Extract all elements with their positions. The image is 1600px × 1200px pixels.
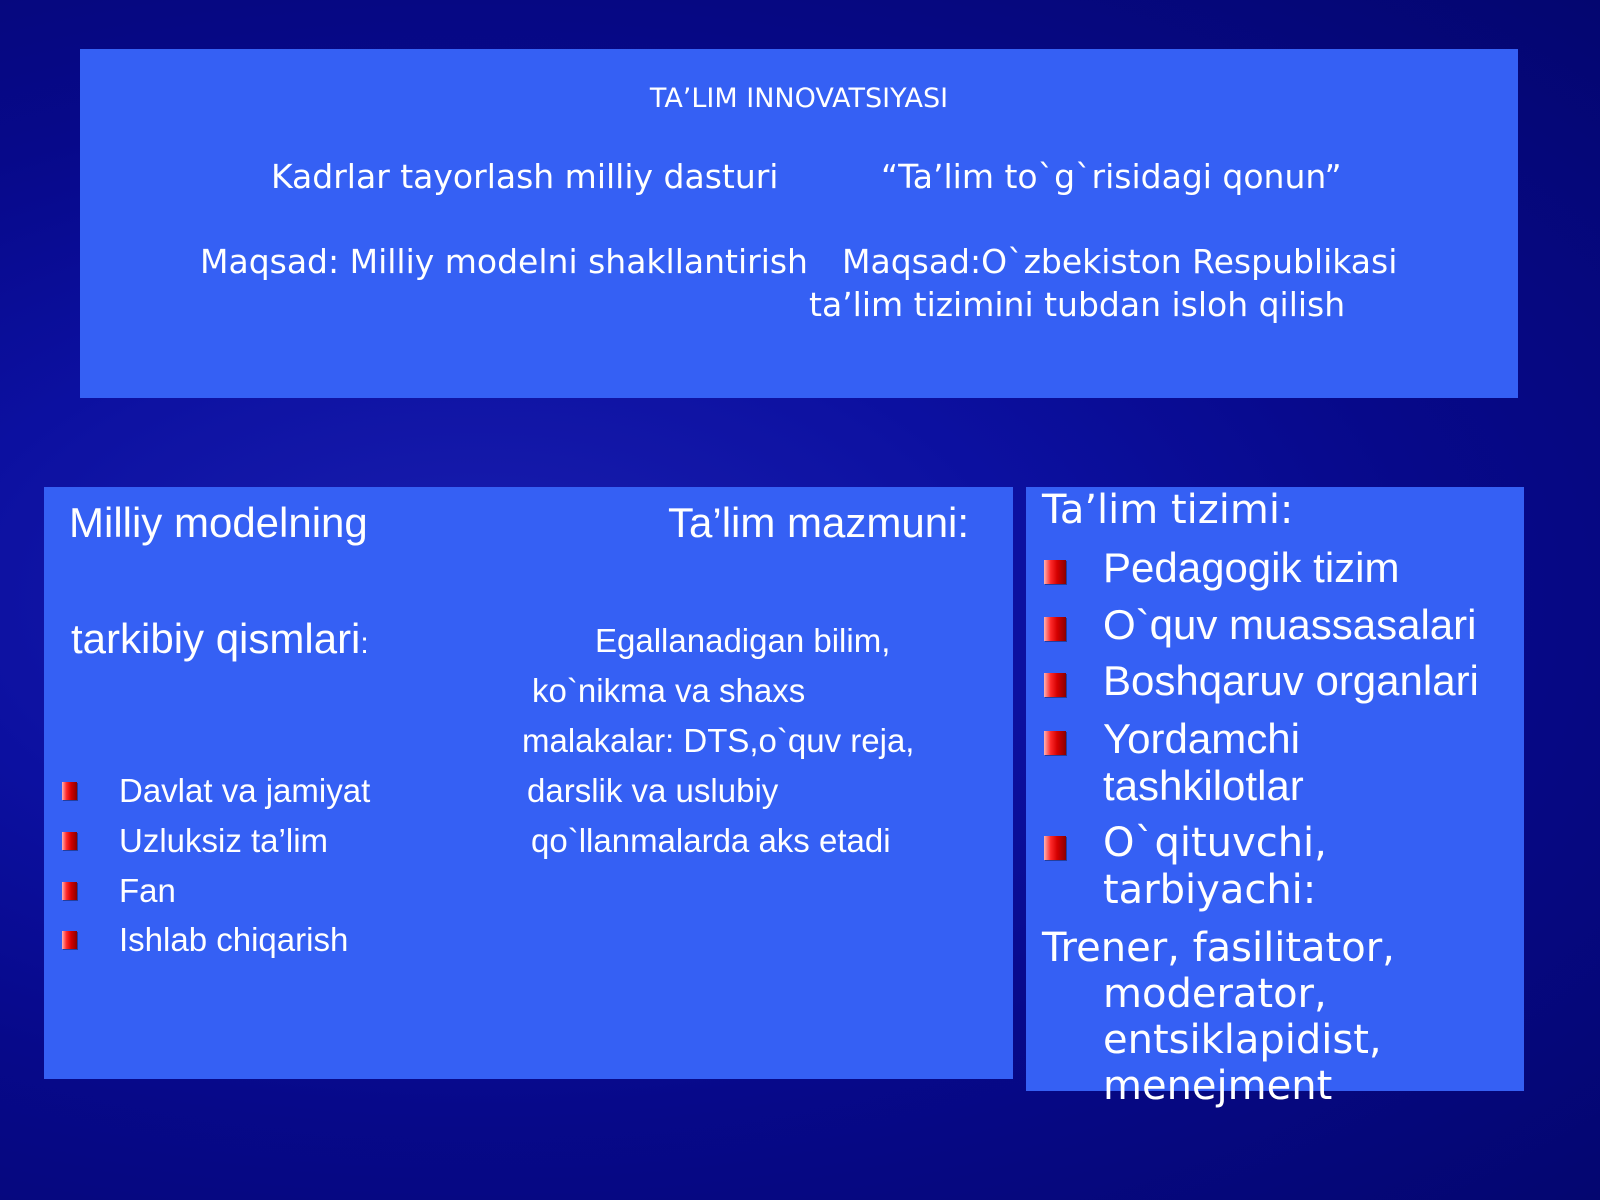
content-line-4: darslik va uslubiy	[527, 772, 779, 809]
roles-line-3: entsiklapidist,	[1103, 1017, 1382, 1063]
system-item-continuation: tarbiyachi:	[1103, 867, 1317, 913]
bullet-icon	[1044, 836, 1066, 860]
education-system-panel	[1026, 487, 1524, 1109]
bullet-icon	[62, 931, 77, 949]
bullet-icon	[1044, 617, 1066, 641]
national-program-heading: Kadrlar tayorlash milliy dasturi	[271, 157, 779, 196]
components-heading-text: tarkibiy qismlari	[71, 615, 361, 662]
system-item: Pedagogik tizim	[1103, 544, 1400, 591]
national-program-goal: Maqsad: Milliy modelni shakllantirish	[200, 242, 808, 281]
roles-line-1: Trener, fasilitator,	[1042, 925, 1395, 971]
roles-line-4: menejment	[1103, 1063, 1333, 1109]
education-law-goal-line2: ta’lim tizimini tubdan isloh qilish	[809, 285, 1346, 324]
system-item: O`qituvchi,	[1103, 820, 1327, 866]
education-law-heading: “Ta’lim to`g`risidagi qonun”	[881, 157, 1342, 196]
content-line-2: ko`nikma va shaxs	[532, 672, 806, 709]
top-panel	[80, 49, 1518, 398]
bullet-icon	[1044, 731, 1066, 755]
component-item: Ishlab chiqarish	[119, 921, 349, 958]
component-item: Uzluksiz ta’lim	[119, 822, 329, 859]
education-system-heading: Ta’lim tizimi:	[1042, 487, 1294, 533]
bullet-icon	[62, 882, 77, 900]
bullet-icon	[1044, 560, 1066, 584]
education-law-goal-line1: Maqsad:O`zbekiston Respublikasi	[842, 242, 1398, 281]
national-model-panel	[44, 487, 1013, 1079]
component-item: Fan	[119, 872, 176, 909]
content-line-3: malakalar: DTS,o`quv reja,	[522, 722, 915, 759]
components-heading	[71, 615, 369, 663]
slide-title: TA’LIM INNOVATSIYASI	[649, 83, 949, 114]
system-item: Yordamchi	[1103, 715, 1300, 762]
national-model-heading: Milliy modelning	[69, 499, 368, 546]
content-line-5: qo`llanmalarda aks etadi	[531, 822, 891, 859]
roles-line-2: moderator,	[1103, 971, 1327, 1017]
bullet-icon	[62, 782, 77, 800]
bullet-icon	[62, 832, 77, 850]
components-heading-colon: :	[360, 627, 369, 660]
system-item: O`quv muassasalari	[1103, 601, 1477, 648]
content-heading: Ta’lim mazmuni:	[668, 499, 970, 546]
content-line-1: Egallanadigan bilim,	[595, 622, 891, 659]
system-item-continuation: tashkilotlar	[1103, 762, 1304, 809]
bullet-icon	[1044, 673, 1066, 697]
system-item: Boshqaruv organlari	[1103, 657, 1479, 704]
component-item: Davlat va jamiyat	[119, 772, 371, 809]
